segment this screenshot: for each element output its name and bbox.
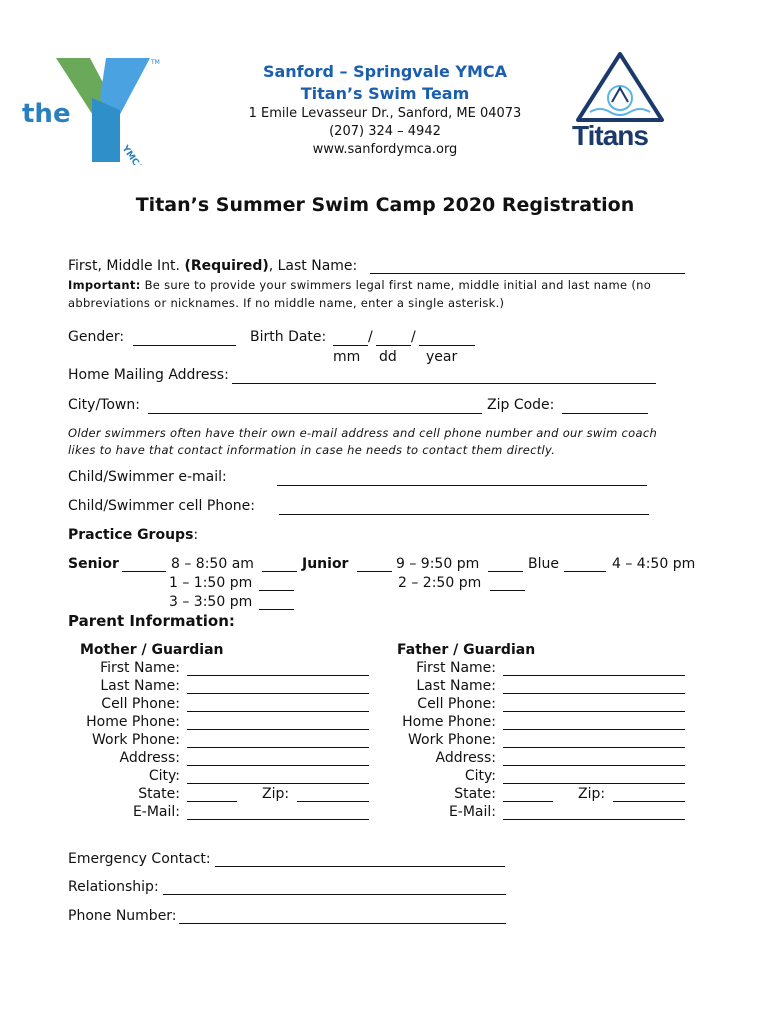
father-field-input[interactable]	[503, 674, 685, 676]
father-field-input[interactable]	[503, 692, 685, 694]
org-name: Sanford – Springvale YMCA	[262, 62, 508, 81]
zip-code-field[interactable]	[562, 412, 648, 414]
senior-time-3-field[interactable]	[259, 608, 294, 610]
father-field-input[interactable]	[503, 764, 685, 766]
birth-year-label: year	[426, 349, 458, 365]
org-address: 1 Emile Levasseur Dr., Sanford, ME 04073	[248, 106, 522, 121]
mother-zip-label: Zip:	[262, 786, 290, 802]
important-note-2: abbreviations or nicknames. If no middle name, enter a single asterisk.)	[68, 296, 505, 310]
blue-label: Blue	[528, 556, 559, 572]
father-field-label: First Name:	[416, 660, 496, 676]
junior-time-1: 9 – 9:50 pm	[396, 556, 480, 572]
parent-info-heading: Parent Information:	[68, 612, 235, 630]
svg-text:TM: TM	[151, 59, 160, 66]
senior-time-3: 3 – 3:50 pm	[169, 594, 253, 610]
birth-mm-label: mm	[333, 349, 361, 365]
gender-label: Gender:	[68, 329, 125, 345]
child-cell-field[interactable]	[279, 513, 649, 515]
mother-field-label: Work Phone:	[92, 732, 180, 748]
father-field-input[interactable]	[503, 710, 685, 712]
senior-label: Senior	[68, 556, 119, 572]
senior-time-2: 1 – 1:50 pm	[169, 575, 253, 591]
blue-time-1: 4 – 4:50 pm	[612, 556, 696, 572]
date-slash: /	[368, 329, 373, 345]
father-field-input[interactable]	[503, 800, 553, 802]
mother-field-input[interactable]	[187, 800, 237, 802]
junior-time-2-field[interactable]	[490, 589, 525, 591]
mother-field-label: Address:	[119, 750, 180, 766]
contact-note-1: Older swimmers often have their own e-mail address and cell phone number and our swim coach	[68, 426, 658, 440]
practice-groups-heading: Practice Groups:	[68, 527, 199, 543]
org-website[interactable]: www.sanfordymca.org	[312, 142, 458, 157]
emergency-contact-label: Emergency Contact:	[68, 851, 211, 867]
important-note: Important: Be sure to provide your swimmers legal first name, middle initial and last name (no	[68, 278, 652, 292]
birth-month-field[interactable]	[333, 344, 368, 346]
father-field-label: E-Mail:	[448, 804, 496, 820]
birth-dd-label: dd	[379, 349, 397, 365]
father-field-input[interactable]	[503, 728, 685, 730]
child-email-field[interactable]	[277, 484, 647, 486]
father-field-label: Address:	[435, 750, 496, 766]
city-label: City/Town:	[68, 397, 140, 413]
svg-text:YMCA: YMCA	[119, 143, 145, 165]
blue-check-field[interactable]	[564, 570, 606, 572]
junior-check-field[interactable]	[357, 570, 392, 572]
father-field-label: Cell Phone:	[417, 696, 496, 712]
phone-number-field[interactable]	[179, 922, 506, 924]
father-zip-field[interactable]	[613, 800, 685, 802]
ymca-logo	[20, 50, 165, 165]
birth-day-field[interactable]	[376, 344, 411, 346]
page-title: Titan’s Summer Swim Camp 2020 Registration	[135, 194, 635, 216]
junior-time-2: 2 – 2:50 pm	[398, 575, 482, 591]
father-field-input[interactable]	[503, 818, 685, 820]
father-field-label: Last Name:	[416, 678, 496, 694]
relationship-label: Relationship:	[68, 879, 159, 895]
mother-field-label: Cell Phone:	[101, 696, 180, 712]
mother-field-label: State:	[138, 786, 180, 802]
mother-heading: Mother / Guardian	[80, 642, 224, 658]
city-field[interactable]	[148, 412, 482, 414]
father-zip-label: Zip:	[578, 786, 606, 802]
junior-label: Junior	[302, 556, 349, 572]
mother-field-label: Home Phone:	[86, 714, 180, 730]
logo-the-text: the	[22, 99, 71, 129]
relationship-field[interactable]	[163, 893, 506, 895]
emergency-contact-field[interactable]	[215, 865, 505, 867]
father-field-label: Home Phone:	[402, 714, 496, 730]
father-field-label: Work Phone:	[408, 732, 496, 748]
phone-number-label: Phone Number:	[68, 908, 177, 924]
father-field-label: State:	[454, 786, 496, 802]
mother-field-label: First Name:	[100, 660, 180, 676]
home-address-field[interactable]	[232, 382, 656, 384]
junior-time-1-field[interactable]	[488, 570, 523, 572]
father-field-input[interactable]	[503, 746, 685, 748]
mother-field-label: Last Name:	[100, 678, 180, 694]
gender-field[interactable]	[133, 344, 236, 346]
date-slash: /	[411, 329, 416, 345]
senior-time-1-field[interactable]	[262, 570, 297, 572]
senior-time-1: 8 – 8:50 am	[171, 556, 254, 572]
home-address-label: Home Mailing Address:	[68, 367, 229, 383]
titans-logo-text: Titans	[572, 120, 648, 151]
father-heading: Father / Guardian	[397, 642, 536, 658]
mother-field-label: City:	[148, 768, 180, 784]
senior-check-field[interactable]	[122, 570, 166, 572]
mother-field-label: E-Mail:	[132, 804, 180, 820]
senior-time-2-field[interactable]	[259, 589, 294, 591]
org-phone: (207) 324 – 4942	[329, 124, 441, 139]
swimmer-name-field[interactable]	[370, 272, 685, 274]
child-email-label: Child/Swimmer e-mail:	[68, 469, 227, 485]
zip-code-label: Zip Code:	[487, 397, 555, 413]
child-cell-label: Child/Swimmer cell Phone:	[68, 498, 255, 514]
birth-date-label: Birth Date:	[250, 329, 327, 345]
birth-year-field[interactable]	[419, 344, 475, 346]
titans-logo	[570, 50, 670, 162]
father-field-label: City:	[464, 768, 496, 784]
contact-note-2: likes to have that contact information in case he needs to contact them directly.	[68, 443, 556, 457]
father-field-input[interactable]	[503, 782, 685, 784]
team-name: Titan’s Swim Team	[300, 84, 470, 103]
name-row: First, Middle Int. (Required), Last Name:	[68, 258, 358, 274]
